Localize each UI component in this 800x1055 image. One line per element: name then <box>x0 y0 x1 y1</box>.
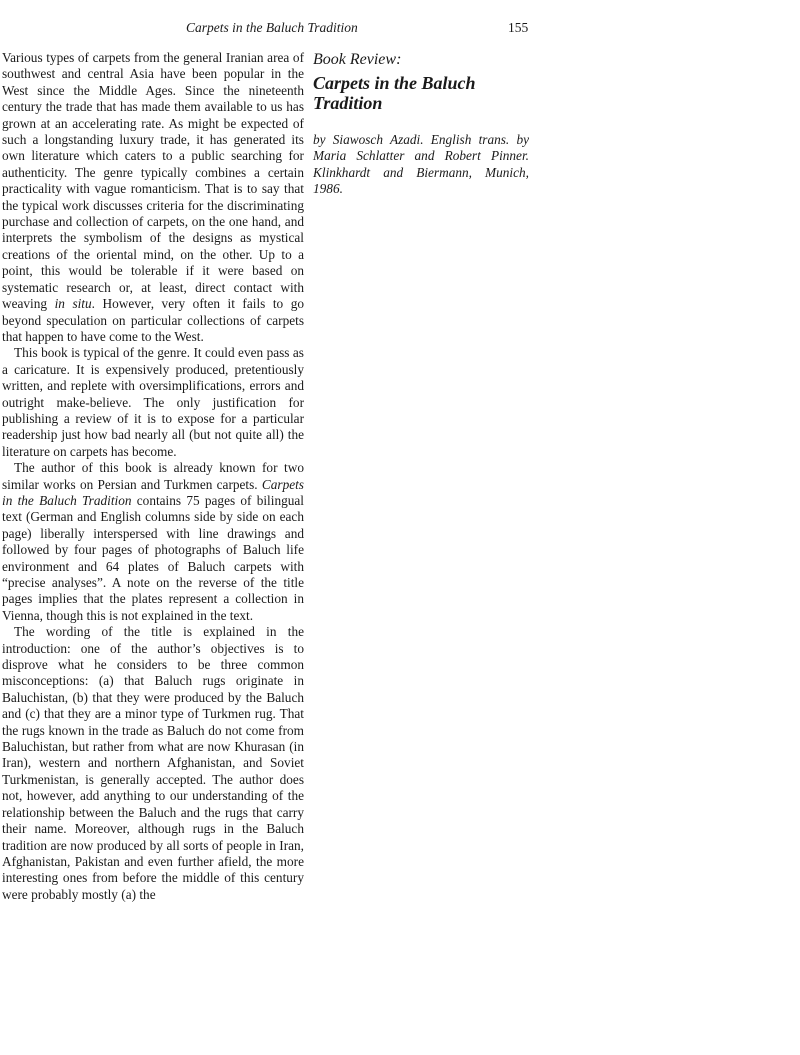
paragraph-3-start: The author of this book is already known for two similar works on Persian and Turkmen carpets. <box>2 460 304 492</box>
paragraph-2: This book is typical of the genre. It could even pass as a caricature. It is expensively produced, pretentiously written, and replete with oversimplifications, errors and outright make-believe. The only justification for publishing a review of it is to expose for a particular readership just how bad nearly all (but not quite all) the literature on carpets has become. <box>2 345 304 459</box>
review-header <box>313 50 529 198</box>
paragraph-3-italic: Carpets in the Baluch Tradition <box>2 476 304 508</box>
paragraph-1-italic: in situ <box>54 296 92 312</box>
paragraph-1-end: . However, very often it fails to go beyond speculation on particular collections of carpets that happen to have come to the West. <box>2 296 304 344</box>
running-head-title: Carpets in the Baluch Tradition <box>186 20 358 35</box>
paragraph-3-end: contains 75 pages of bilingual text (German and English columns side by side on each page) liberally interspersed with line drawings and followed by four pages of photographs of Baluch life environment and 64 plates of Baluch carpets with “precise analyses”. A note on the reverse of the title pages implies that the plates represent a collection in Vienna, though this is not explained in the text. <box>2 492 304 623</box>
review-kicker: Book Review: <box>313 51 402 68</box>
paragraph-3 <box>2 460 304 624</box>
review-title: Carpets in the Baluch Tradition <box>313 73 476 113</box>
paragraph-4: The wording of the title is explained in the introduction: one of the author’s objectives is to disprove what he considers to be three common misconceptions: (a) that Baluch rugs originate in Baluchistan, (b) that they were produced by the Baluch and (c) that they are a minor type of Turkmen rug. That the rugs known in the trade as Baluch do not come from Baluchistan, but rather from what are now Khurasan (in Iran), western and northern Afghanistan, and Soviet Turkmenistan, is generally accepted. The author does not, however, add anything to our understanding of the relationship between the Baluch and the rugs that carry their name. Moreover, although rugs in the Baluch tradition are now produced by all sorts of people in Iran, Afghanistan, Pakistan and even further afield, the more interesting ones from before the middle of this century were probably mostly (a) the <box>2 624 304 902</box>
running-head <box>0 20 800 40</box>
review-byline: by Siawosch Azadi. English trans. by Maria Schlatter and Robert Pinner. Klinkhardt and Biermann, Munich, 1986. <box>313 132 529 197</box>
paragraph-1-text: Various types of carpets from the general Iranian area of southwest and central Asia have been popular in the West since the Middle Ages. Since the nineteenth century the trade that has made them available to us has grown at an accelerating rate. As might be expected of such a longstanding luxury trade, it has generated its own literature which caters to a public searching for authenticity. The genre typically combines a certain practicality with vague romanticism. That is to say that the typical work discusses criteria for the discriminating purchase and collection of carpets, on the one hand, and interprets the symbolism of the designs as mystical creations of the oriental mind, on the other. Up to a point, this would be tolerable if it were based on systematic research or, at least, direct contact with weaving <box>2 50 304 312</box>
article-body <box>2 50 304 903</box>
page-number: 155 <box>508 20 529 35</box>
paragraph-1 <box>2 50 304 345</box>
